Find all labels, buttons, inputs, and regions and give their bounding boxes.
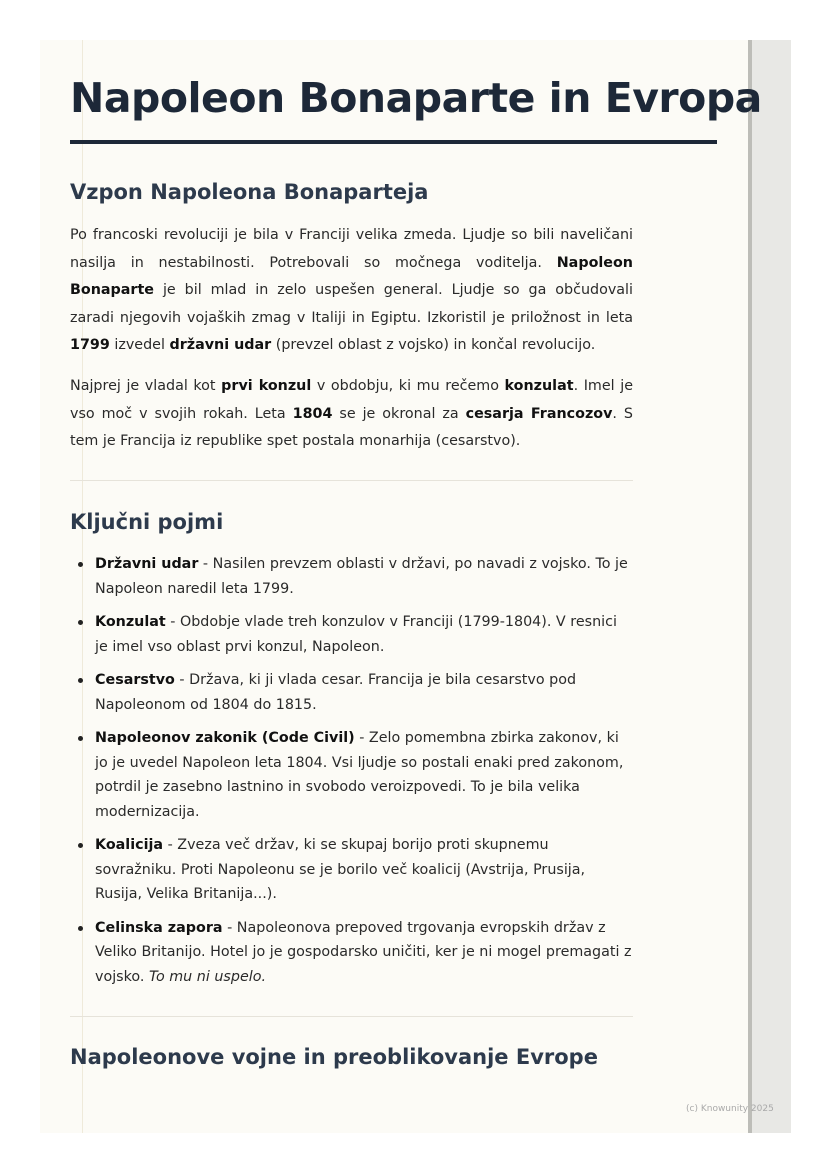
text-run: v obdobju, ki mu rečemo <box>311 378 505 394</box>
bold-term: državni udar <box>169 337 272 353</box>
bold-term: Napoleon Bonaparte <box>70 254 633 298</box>
text-run: - Država, ki ji vlada cesar. Francija je bila cesarstvo pod Napoleonom od 1804 do 1815. <box>95 672 577 713</box>
text-run: - Nasilen prevzem oblasti v državi, po navadi z vojsko. To je Napoleon naredil leta 1799. <box>95 556 628 597</box>
text-run: - Napoleonova prepoved trgovanja evropskih držav z Veliko Britanijo. Hotel jo je gospodarsko uničiti, ker je ni mogel premagati z vojsko. <box>95 919 632 985</box>
title-underline <box>70 140 717 144</box>
italic-text: To mu ni uspelo. <box>148 968 266 985</box>
text-run: . S tem je Francija iz republike spet postala monarhija (cesarstvo). <box>70 405 633 449</box>
list-item <box>70 552 633 601</box>
bold-term: prvi konzul <box>221 378 312 394</box>
right-side-strip <box>748 40 791 1133</box>
section-divider <box>70 1016 633 1017</box>
copyright-footer: (c) Knowunity 2025 <box>686 1104 774 1114</box>
list-item <box>70 833 633 907</box>
list-item <box>70 668 633 717</box>
term-label: Napoleonov zakonik (Code Civil) <box>95 730 355 746</box>
list-item <box>70 916 633 990</box>
text-run: Po francoski revoluciji je bila v Franciji velika zmeda. Ljudje so bili naveličani nasilja in nestabilnosti. Potrebovali so močnega voditelja. <box>70 227 633 271</box>
section-heading-wars: Napoleonove vojne in preoblikovanje Evrope <box>70 1045 598 1069</box>
text-run: . Imel je vso moč v svojih rokah. Leta <box>70 378 633 422</box>
paragraph-rise-1 <box>70 222 633 360</box>
section-divider <box>70 480 633 481</box>
section-heading-terms: Ključni pojmi <box>70 510 224 534</box>
section-heading-rise: Vzpon Napoleona Bonaparteja <box>70 180 429 204</box>
text-run: izvedel <box>109 337 170 353</box>
term-label: Cesarstvo <box>95 672 175 688</box>
text-run: - Obdobje vlade treh konzulov v Franciji (1799-1804). V resnici je imel vso oblast prvi konzul, Napoleon. <box>95 614 617 655</box>
text-run: (prevzel oblast z vojsko) in končal revolucijo. <box>271 337 596 353</box>
bold-term: konzulat <box>504 378 574 394</box>
text-run: - Zelo pomembna zbirka zakonov, ki jo je uvedel Napoleon leta 1804. Vsi ljudje so postali enaki pred zakonom, potrdil je zasebno lastnino in svobodo veroizpovedi. To je bila velika modernizacija. <box>95 730 624 820</box>
text-run: - Zveza več držav, ki se skupaj borijo proti skupnemu sovražniku. Proti Napoleonu se je borilo več koalicij (Avstrija, Prusija, Rusija, Velika Britanija...). <box>95 837 586 902</box>
right-side-rule <box>748 40 752 1133</box>
paragraph-rise-2 <box>70 373 633 456</box>
text-run: je bil mlad in zelo uspešen general. Ljudje so ga občudovali zaradi njegovih vojaških zmag v Italiji in Egiptu. Izkoristil je priložnost in leta <box>70 282 633 326</box>
term-label: Celinska zapora <box>95 919 223 936</box>
term-label: Konzulat <box>95 614 166 630</box>
bold-term: cesarja Francozov <box>465 405 613 422</box>
term-label: Državni udar <box>95 556 199 572</box>
bold-term: 1804 <box>292 405 333 422</box>
bold-term: 1799 <box>70 337 110 353</box>
list-item <box>70 610 633 659</box>
text-run: Najprej je vladal kot <box>70 378 222 394</box>
text-run: se je okronal za <box>332 405 466 422</box>
page-title: Napoleon Bonaparte in Evropa <box>70 74 762 122</box>
key-terms-list <box>70 552 633 998</box>
list-item <box>70 726 633 824</box>
term-label: Koalicija <box>95 837 164 853</box>
